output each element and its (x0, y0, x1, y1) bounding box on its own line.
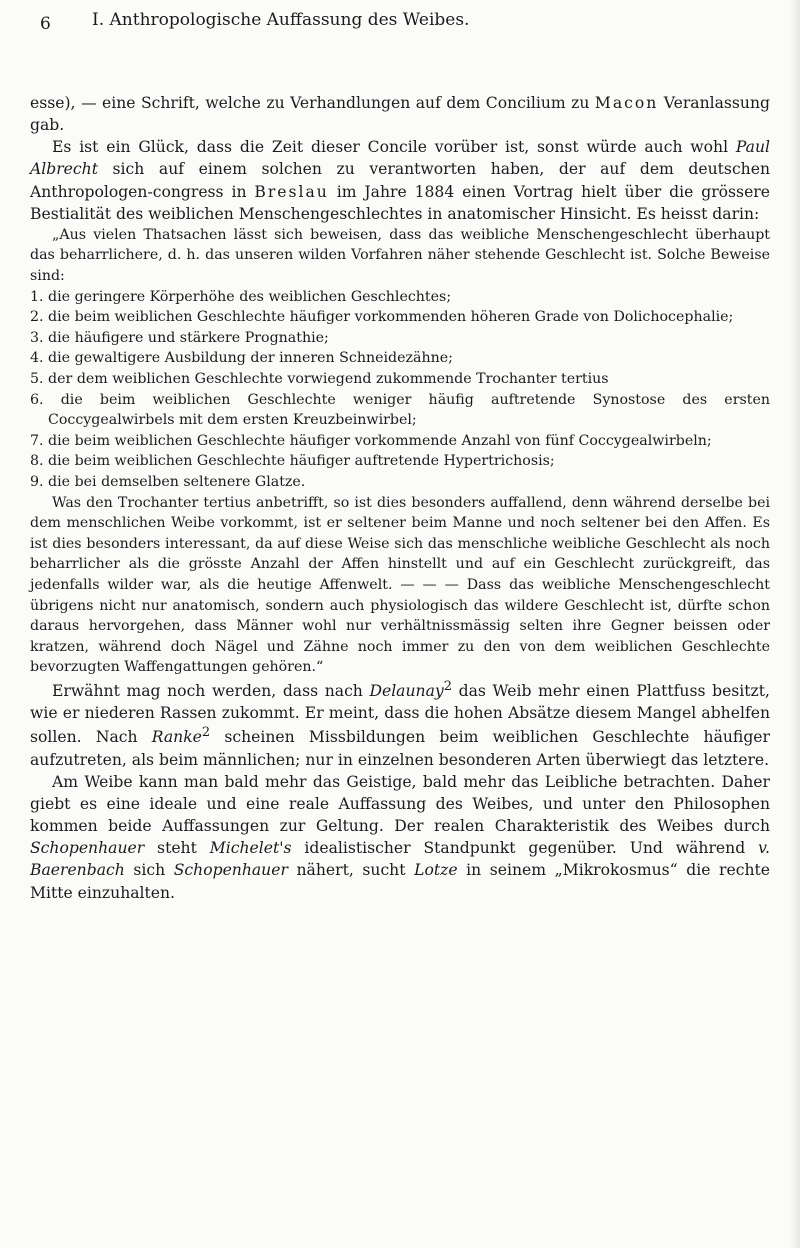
evidence-list (30, 287, 770, 493)
quote-paragraph: Was den Trochanter tertius anbetrifft, so ist dies besonders auffallend, denn während derselbe bei dem menschlichen Weibe vorkommt, ist er seltener beim Manne und noch seltener bei den Affen. Es ist dies besonders interessant, da auf diese Weise sich das menschliche weibliche Geschlecht als noch beharrlicher als die grösste Anzahl der Affen hinstellt und auf ein Geschlecht zurückgreift, das jedenfalls wilder war, als die heutige Affenwelt. — — — Dass das weibliche Menschengeschlecht übrigens nicht nur anatomisch, sondern auch physiologisch das wildere Geschlecht ist, dürfte schon daraus hervorgehen, dass Männer wohl nur verhältnissmässig selten ihre Gegner beissen oder kratzen, während doch Nägel und Zähne noch immer zu den von dem weiblichen Geschlechte bevorzugten Waffengattungen gehören.“ (30, 494, 770, 676)
paragraph-4: Am Weibe kann man bald mehr das Geistige, bald mehr das Leibliche betrachten. Daher giebt es eine ideale und eine reale Auffassung des Weibes, und unter den Philosophen kommen beide Auffassungen zur Geltung. Der realen Charakteristik des Weibes durch Schopenhauer steht Michelet's idealistischer Standpunkt gegenüber. Und während v. Baerenbach sich Schopenhauer nähert, sucht Lotze in seinem „Mikrokosmus“ die rechte Mitte einzuhalten. (30, 772, 770, 902)
person-name: Michelet's (209, 839, 292, 858)
list-item: 1. die geringere Körperhöhe des weiblichen Geschlechtes; (30, 288, 452, 305)
list-item: 9. die bei demselben seltenere Glatze. (30, 473, 306, 490)
list-item: 3. die häufigere und stärkere Prognathie; (30, 329, 329, 346)
person-name: Schopenhauer (30, 839, 145, 858)
person-name: Schopenhauer (173, 861, 288, 880)
list-item: 8. die beim weiblichen Geschlechte häufiger auftretende Hypertrichosis; (30, 453, 555, 470)
list-item: 6. die beim weiblichen Geschlechte weniger häufig auftretende Synostose des ersten Coccygealwirbels mit dem ersten Kreuzbeinwirbel; (30, 391, 770, 429)
person-name: v. Baerenbach (30, 839, 770, 880)
paragraph-1: esse), — eine Schrift, welche zu Verhandlungen auf dem Concilium zu Macon Veranlassung gab. (30, 94, 770, 135)
block-quote (30, 225, 770, 678)
paragraph-2: Es ist ein Glück, dass die Zeit dieser Concile vorüber ist, sonst würde auch wohl Paul Albrecht sich auf einem solchen zu verantworten haben, der auf dem deutschen Anthropologen-congress in Breslau im Jahre 1884 einen Vortrag hielt über die grössere Bestialität des weiblichen Menschengeschlechtes in anatomischer Hinsicht. Es heisst darin: (30, 138, 770, 223)
footnote-marker: 2 (201, 725, 211, 741)
paragraph-3: Erwähnt mag noch werden, dass nach Delaunay$^2$ das Weib mehr einen Plattfuss besitzt, wie er niederen Rassen zukommt. Er meint, dass die hohen Absätze diesem Mangel abhelfen sollen. Nach Ranke$^2$ scheinen Missbildungen beim weiblichen Geschlechte häufiger aufzutreten, als beim männlichen; nur in einzelnen besonderen Arten überwiegt das letztere. (30, 678, 770, 769)
list-item: 5. der dem weiblichen Geschlechte vorwiegend zukommende Trochanter tertius (30, 371, 609, 387)
page-header (40, 10, 760, 36)
list-item: 4. die gewaltigere Ausbildung der inneren Schneidezähne; (30, 350, 453, 367)
page-body (30, 92, 770, 904)
page-number: 6 (40, 14, 51, 34)
quote-intro: „Aus vielen Thatsachen lässt sich beweisen, dass das weibliche Menschengeschlecht überhaupt das beharrlichere, d. h. das unseren wilden Vorfahren näher stehende Geschlecht ist. Solche Beweise sind: (30, 226, 770, 285)
person-name: Lotze (414, 861, 458, 880)
person-name: Ranke (151, 728, 202, 747)
place-name: Macon (594, 94, 659, 112)
page-edge-shadow (790, 0, 800, 1248)
person-name: Delaunay (369, 682, 444, 701)
person-name: Paul Albrecht (30, 138, 770, 179)
footnote-marker: 2 (443, 678, 452, 694)
place-name: Breslau (254, 182, 329, 201)
running-title: I. Anthropologische Auffassung des Weibes. (92, 10, 470, 30)
list-item: 7. die beim weiblichen Geschlechte häufiger vorkommende Anzahl von fünf Coccygealwirbeln; (30, 432, 712, 449)
list-item: 2. die beim weiblichen Geschlechte häufiger vorkommenden höheren Grade von Dolichocephalie; (30, 309, 734, 326)
